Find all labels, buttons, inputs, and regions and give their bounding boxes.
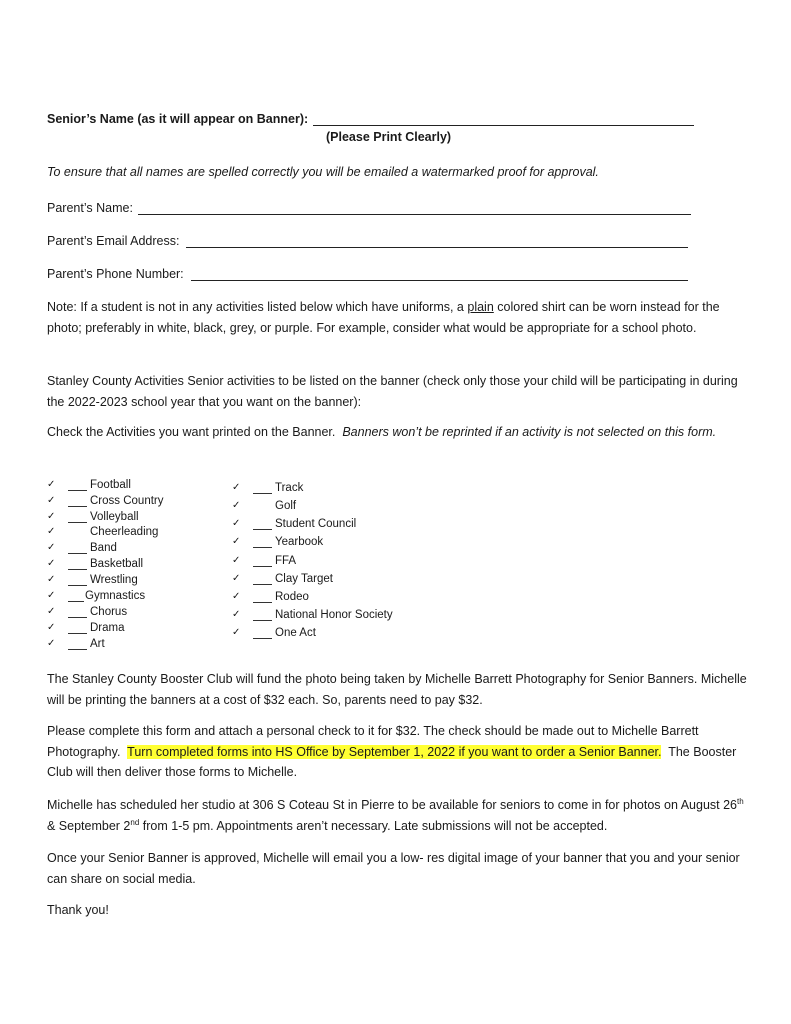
senior-name-label: Senior’s Name (as it will appear on Banner): (47, 112, 309, 126)
checkbox-blank[interactable] (253, 547, 272, 548)
payment-pre: Please complete this form and attach a personal check to it for $32. The check should be made out to Michelle Barrett Photography. (47, 724, 699, 759)
check-icon: ✓ (47, 590, 56, 601)
activity-label: Football (90, 479, 131, 491)
parent-email-label: Parent’s Email Address: (47, 234, 180, 248)
activity-label: Rodeo (275, 591, 309, 603)
approval-paragraph: Once your Senior Banner is approved, Michelle will email you a low- res digital image of your banner that you and your senior can share on social media. (47, 851, 740, 886)
checkbox-blank[interactable] (253, 620, 272, 621)
uniform-note (47, 297, 747, 338)
payment-paragraph (47, 721, 747, 783)
activity-label: Volleyball (90, 511, 139, 523)
checkbox-blank[interactable] (253, 493, 272, 494)
activity-label: Band (90, 542, 117, 554)
check-icon: ✓ (232, 536, 241, 547)
activity-label: Cross Country (90, 495, 164, 507)
check-icon: ✓ (232, 482, 241, 493)
proof-notice: To ensure that all names are spelled correctly you will be emailed a watermarked proof for approval. (47, 165, 599, 179)
activity-label: Cheerleading (90, 526, 159, 538)
parent-phone-label: Parent’s Phone Number: (47, 267, 184, 281)
check-icon: ✓ (47, 558, 56, 569)
activity-label: One Act (275, 627, 316, 639)
check-instruction (47, 423, 747, 441)
studio-post: from 1-5 pm. Appointments aren’t necessary. Late submissions will not be accepted. (139, 818, 608, 833)
activity-label: National Honor Society (275, 609, 393, 621)
check-icon: ✓ (47, 526, 56, 537)
uniform-note-underlined: plain (467, 300, 494, 314)
deadline-highlight: Turn completed forms into HS Office by September 1, 2022 if you want to order a Senior Banner. (127, 744, 662, 759)
activities-right-list (232, 482, 452, 642)
check-icon: ✓ (47, 638, 56, 649)
check-icon: ✓ (47, 574, 56, 585)
parent-email-field[interactable] (186, 247, 688, 248)
check-icon: ✓ (232, 573, 241, 584)
parent-name-label: Parent’s Name: (47, 201, 133, 215)
activity-label: Chorus (90, 606, 128, 618)
check-icon: ✓ (232, 591, 241, 602)
closing-thanks: Thank you! (47, 903, 109, 917)
activity-label: Student Council (275, 518, 357, 530)
check-icon: ✓ (47, 495, 56, 506)
studio-paragraph (47, 795, 747, 836)
activity-label: Basketball (90, 558, 144, 570)
payment-post: The Booster Club will then deliver those forms to Michelle. (47, 744, 737, 779)
check-instruction-italic: Banners won’t be reprinted if an activity is not selected on this form. (342, 425, 717, 439)
booster-paragraph: The Stanley County Booster Club will fund the photo being taken by Michelle Barrett Photography for Senior Banners. Michelle will be printing the banners at a cost of $32 each. So, parents need to pay $32. (47, 672, 747, 707)
check-icon: ✓ (232, 627, 241, 638)
parent-phone-field[interactable] (191, 280, 688, 281)
studio-mid: & September 2 (47, 818, 131, 833)
check-icon: ✓ (47, 542, 56, 553)
checkbox-blank[interactable] (68, 506, 87, 507)
checkbox-blank[interactable] (68, 569, 87, 570)
check-icon: ✓ (47, 606, 56, 617)
activity-label: Wrestling (90, 574, 138, 586)
checkbox-blank[interactable] (68, 601, 84, 602)
check-icon: ✓ (47, 622, 56, 633)
uniform-note-pre: Note: If a student is not in any activities listed below which have uniforms, a (47, 300, 464, 314)
uniform-note-post: colored shirt can be worn instead for the photo; preferably in white, black, grey, or purple. For example, consider what would be appropriate for a school photo. (47, 300, 720, 335)
check-icon: ✓ (232, 518, 241, 529)
checkbox-blank[interactable] (253, 566, 272, 567)
checkbox-blank[interactable] (68, 617, 87, 618)
check-icon: ✓ (232, 609, 241, 620)
parent-name-field[interactable] (138, 214, 691, 215)
checkbox-blank[interactable] (253, 529, 272, 530)
check-icon: ✓ (232, 500, 241, 511)
activity-label: Drama (90, 622, 125, 634)
checkbox-blank[interactable] (68, 649, 87, 650)
checkbox-blank[interactable] (68, 585, 87, 586)
activities-intro: Stanley County Activities Senior activities to be listed on the banner (check only those your child will be participating in during the 2022-2023 school year that you want on the banner): (47, 374, 738, 409)
print-clearly-note: (Please Print Clearly) (326, 130, 452, 144)
activity-label: FFA (275, 555, 297, 567)
check-instruction-plain: Check the Activities you want printed on the Banner. (47, 425, 336, 439)
activity-label: Golf (275, 500, 297, 512)
checkbox-blank[interactable] (68, 522, 87, 523)
checkbox-blank[interactable] (253, 602, 272, 603)
senior-name-field[interactable] (313, 125, 694, 126)
activity-label: Yearbook (275, 536, 324, 548)
activity-label: Track (275, 482, 304, 494)
checkbox-blank[interactable] (253, 584, 272, 585)
checkbox-blank[interactable] (68, 633, 87, 634)
studio-pre: Michelle has scheduled her studio at 306 S Coteau St in Pierre to be available for seniors to come in for photos on August 26 (47, 798, 737, 812)
checkbox-blank[interactable] (68, 553, 87, 554)
activity-label: Art (90, 638, 105, 650)
check-icon: ✓ (47, 511, 56, 522)
check-icon: ✓ (47, 479, 56, 490)
studio-sup-2: nd (130, 817, 140, 827)
checkbox-blank[interactable] (253, 638, 272, 639)
activities-left-list (47, 479, 227, 655)
studio-sup-1: th (737, 796, 744, 806)
check-icon: ✓ (232, 555, 241, 566)
activity-label: Clay Target (275, 573, 333, 585)
activity-label: Gymnastics (85, 590, 146, 602)
checkbox-blank[interactable] (68, 490, 87, 491)
